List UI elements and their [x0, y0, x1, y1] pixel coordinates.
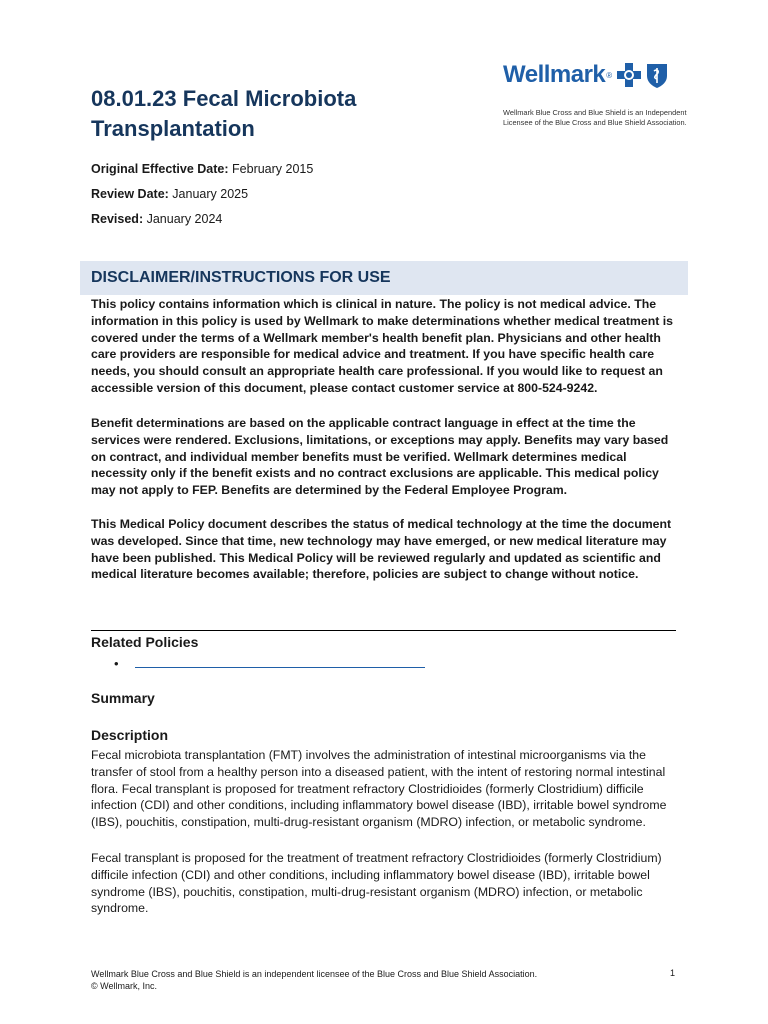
related-policy-bullet: •	[114, 656, 119, 671]
description-heading: Description	[91, 727, 169, 743]
logo-tagline: Wellmark Blue Cross and Blue Shield is an Independent Licensee of the Blue Cross and Blue Shield Association.	[503, 108, 687, 127]
disclaimer-paragraph-2: Benefit determinations are based on the applicable contract language in effect at the time the services were rendered. Exclusions, limitations, or exceptions may apply. Benefits may vary based on contract, and individual member benefits must be verified. Wellmark determines medical necessity only if the benefit exists and no contract exclusions are applicable. This medical policy may not apply to FEP. Benefits are determined by the Federal Employee Program.	[91, 416, 669, 498]
disclaimer-paragraph-3: This Medical Policy document describes the status of medical technology at the time the document was developed. Since that time, new technology may have emerged, or new medical literature may have been published. This Medical Policy will be reviewed regularly and updated as scientific and medical literature becomes available; therefore, policies are subject to change without notice.	[91, 517, 672, 582]
page-footer	[91, 968, 681, 992]
revised-date: Revised: January 2024	[91, 212, 223, 226]
page-number: 1	[670, 968, 676, 978]
wellmark-logo	[503, 54, 703, 128]
section-divider	[91, 630, 676, 631]
logo-wordmark: Wellmark	[503, 61, 606, 88]
blue-shield-icon	[645, 62, 669, 89]
related-policy-link[interactable]	[135, 667, 425, 668]
review-date: Review Date: January 2025	[91, 187, 249, 201]
disclaimer-paragraph-1: This policy contains information which is clinical in nature. The policy is not medical advice. The information in this policy is used by Wellmark to make determinations whether medical treatment is covered under the terms of a Wellmark member's health benefit plan. Physicians and other health care providers are responsible for medical advice and treatment. If you have specific health care needs, you should consult an appropriate health care professional. If you would like to request an accessible version of this document, please contact customer service at 800-524-9242.	[91, 297, 673, 395]
footer-licensee-text: Wellmark Blue Cross and Blue Shield is an independent licensee of the Blue Cross and Blue Shield Association.	[91, 969, 538, 979]
effective-date: Original Effective Date: February 2015	[91, 162, 314, 176]
disclaimer-heading: DISCLAIMER/INSTRUCTIONS FOR USE	[91, 269, 391, 286]
description-paragraph-1: Fecal microbiota transplantation (FMT) involves the administration of intestinal microorganisms via the transfer of stool from a healthy person into a diseased patient, with the intent of restoring normal intestinal flora. Fecal transplant is proposed for treatment refractory Clostridioides (formerly Clostridium) difficile infection (CDI) and other conditions, including inflammatory bowel disease (IBD), irritable bowel syndrome (IBS), pouchitis, constipation, multi-drug-resistant organism (MDRO) infection, or metabolic syndrome.	[91, 748, 667, 830]
related-policies-heading: Related Policies	[91, 634, 199, 650]
description-paragraph-2: Fecal transplant is proposed for the treatment of treatment refractory Clostridioides (formerly Clostridium) difficile infection (CDI) and other conditions, including inflammatory bowel disease (IBD), irritable bowel syndrome (IBS), pouchitis, constipation, multi-drug-resistant organism (MDRO) infection, or metabolic syndrome.	[91, 851, 662, 916]
document-title: 08.01.23 Fecal Microbiota Transplantation	[91, 86, 357, 141]
blue-cross-icon	[616, 62, 642, 88]
footer-copyright: © Wellmark, Inc.	[91, 981, 157, 991]
logo-registered-mark: ®	[606, 70, 613, 80]
summary-heading: Summary	[91, 690, 155, 706]
disclaimer-heading-bar	[80, 261, 688, 295]
